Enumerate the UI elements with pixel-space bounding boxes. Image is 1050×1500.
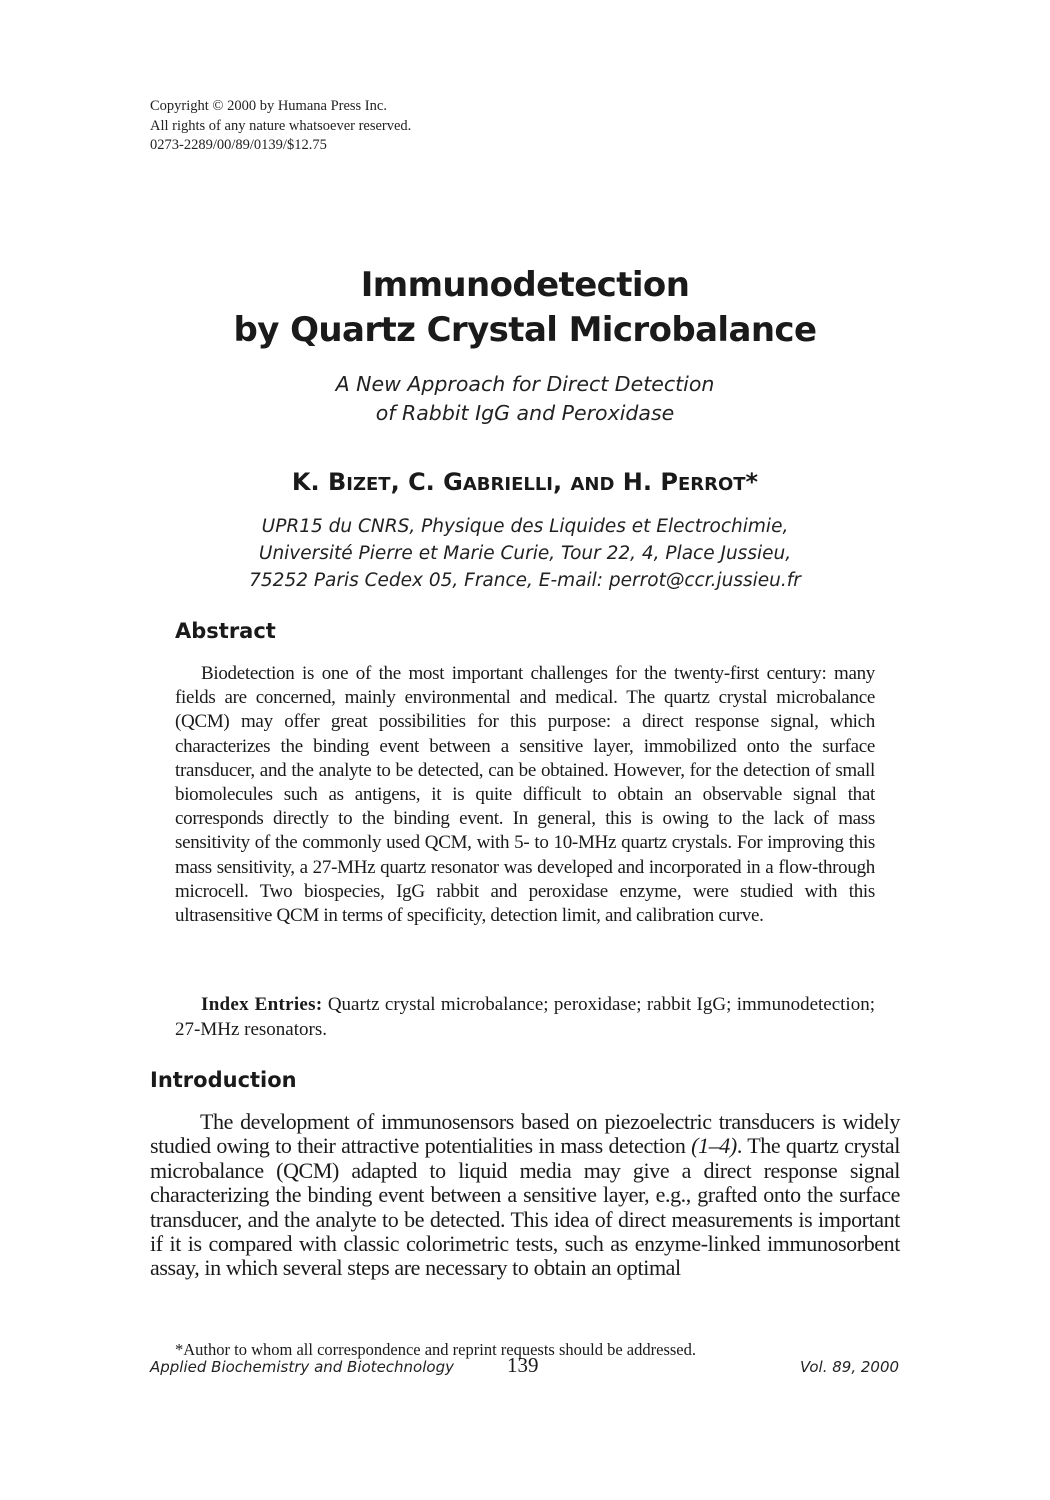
affiliation-line-1: UPR15 du CNRS, Physique des Liquides et Electrochimie, — [261, 516, 789, 537]
copyright-line: Copyright © 2000 by Humana Press Inc. — [150, 98, 387, 114]
title-line-1: Immunodetection — [360, 265, 690, 305]
author-separator-2: , — [553, 468, 571, 496]
subtitle-line-1: A New Approach for Direct Detection — [335, 372, 715, 396]
paper-title — [0, 263, 1050, 353]
intro-text-end: . The quartz crystal microbalance (QCM) adapted to liquid media may give a direct response signal characterizing the binding event between a sensitive layer, e.g., grafted onto the surface transducer, and the analyte to be detected. This idea of direct measurements is important if it is compared with classic colorimetric tests, such as enzyme-linked immunosorbent assay, in which several steps are necessary to obtain an optimal — [150, 1133, 900, 1281]
footnote: *Author to whom all correspondence and reprint requests should be addressed. — [175, 1340, 696, 1359]
affiliation — [0, 513, 1050, 594]
paper-subtitle — [0, 370, 1050, 428]
introduction-heading: Introduction — [150, 1068, 297, 1092]
copyright-notice — [150, 97, 411, 156]
index-entries-text: Quartz crystal microbalance; peroxidase; rabbit IgG; immunodetection; 27-MHz resonators. — [175, 994, 875, 1040]
index-entries — [175, 993, 875, 1042]
affiliation-line-2: Université Pierre et Marie Curie, Tour 22, 4, Place Jussieu, — [258, 543, 792, 564]
citation-reference: (1–4) — [691, 1133, 737, 1159]
subtitle-line-2: of Rabbit IgG and Peroxidase — [375, 401, 675, 425]
footer-journal: Applied Biochemistry and Biotechnology — [150, 1358, 454, 1376]
author-1-name: IZET — [346, 474, 391, 495]
abstract-heading: Abstract — [175, 619, 276, 643]
author-list — [0, 465, 1050, 502]
author-1-initial: K. B — [291, 468, 347, 496]
abstract-paragraph: Biodetection is one of the most important challenges for the twenty-first century: many fields are concerned, mainly environmental and medical. The quartz crystal microbalance (QCM) may offer great possibilities for this purpose: a direct response signal, which characterizes the binding event between a sensitive layer, immobilized onto the surface transducer, and the analyte to be detected, can be obtained. However, for the detection of small biomolecules such as antigens, it is quite difficult to obtain an observable signal that corresponds directly to the binding event. In general, this is owing to the lack of mass sensitivity of the commonly used QCM, with 5- to 10-MHz quartz crystals. For improving this mass sensitivity, a 27-MHz quartz resonator was developed and incorporated in a flow-through microcell. Two biospecies, IgG rabbit and peroxidase enzyme, were studied with this ultrasensitive QCM in terms of specificity, detection limit, and calibration curve. — [175, 663, 875, 927]
intro-text-start: The development of immunosensors based on piezoelectric transducers is widely studied owing to their attractive potentialities in mass detection — [150, 1109, 900, 1159]
issn-line: 0273-2289/00/89/0139/$12.75 — [150, 137, 327, 153]
author-3-initial: H. P — [614, 468, 678, 496]
title-line-2: by Quartz Crystal Microbalance — [233, 310, 817, 350]
footer-volume: Vol. 89, 2000 — [800, 1358, 900, 1376]
introduction-paragraph — [150, 1110, 900, 1281]
index-entries-paragraph — [175, 993, 875, 1042]
affiliation-line-3: 75252 Paris Cedex 05, France, E-mail: perrot@ccr.jussieu.fr — [249, 570, 801, 591]
author-2-name: ABRIELLI — [462, 474, 553, 495]
introduction-body — [150, 1110, 900, 1281]
author-separator-1: , C. G — [390, 468, 463, 496]
page-number: 139 — [507, 1353, 539, 1377]
author-3-name: ERROT — [677, 474, 746, 495]
author-conjunction: AND — [570, 474, 615, 495]
rights-line: All rights of any nature whatsoever reserved. — [150, 117, 412, 134]
abstract-body — [175, 662, 875, 928]
index-entries-label: Index Entries: — [201, 994, 323, 1015]
corresponding-author-mark: * — [745, 468, 759, 496]
